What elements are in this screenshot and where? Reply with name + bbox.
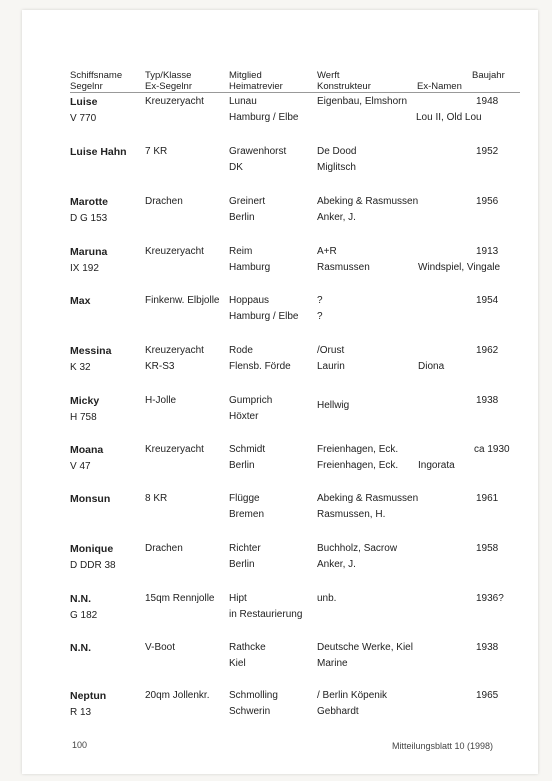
cell-revier: Höxter — [229, 411, 259, 422]
cell-typ — [145, 295, 219, 311]
header-werft: Werft Konstrukteur — [317, 70, 371, 92]
header-schiffsname: Schiffsname Segelnr — [70, 70, 123, 92]
cell-schiffsname — [70, 690, 106, 718]
cell-werft — [317, 690, 387, 717]
cell-mitglied: Rathcke — [229, 642, 266, 653]
cell-baujahr: 1961 — [476, 493, 499, 504]
cell-konstrukteur: Rasmussen — [317, 262, 370, 273]
cell-baujahr: 1956 — [476, 196, 499, 207]
cell-name: Monique — [70, 543, 114, 555]
cell-mitglied — [229, 593, 302, 620]
cell-mitglied — [229, 690, 278, 717]
cell-name: N.N. — [70, 642, 91, 654]
cell-werft: Abeking & Rasmussen — [317, 196, 419, 207]
cell-mitglied: Lunau — [229, 96, 257, 107]
cell-revier: DK — [229, 162, 243, 173]
cell-mitglied: Schmidt — [229, 444, 266, 455]
cell-werft — [317, 96, 407, 112]
cell-mitglied: Richter — [229, 543, 261, 554]
cell-typ: 7 KR — [145, 146, 168, 157]
cell-name: Luise Hahn — [70, 146, 127, 158]
cell-schiffsname — [70, 444, 103, 472]
cell-name: Neptun — [70, 690, 107, 702]
cell-name: Marotte — [70, 196, 108, 208]
cell-konstrukteur: Hellwig — [317, 400, 350, 411]
cell-schiffsname — [70, 146, 127, 163]
cell-exnamen: Ingorata — [418, 460, 455, 471]
cell-baujahr: 1962 — [476, 345, 499, 356]
cell-revier: Kiel — [229, 658, 246, 669]
cell-schiffsname — [70, 96, 97, 124]
cell-revier: Berlin — [229, 559, 255, 570]
cell-werft: Abeking & Rasmussen — [317, 493, 419, 504]
cell-typ — [145, 96, 204, 112]
cell-revier: Hamburg — [229, 262, 271, 273]
cell-schiffsname — [70, 196, 108, 224]
cell-mitglied: Grawenhorst — [229, 146, 287, 157]
cell-typ: V-Boot — [145, 642, 176, 653]
cell-exnamen: Lou II, Old Lou — [416, 112, 482, 123]
cell-revier: Hamburg / Elbe — [229, 112, 299, 123]
cell-segelnr: R 13 — [70, 707, 92, 718]
cell-revier: Bremen — [229, 509, 265, 520]
cell-revier: in Restaurierung — [229, 609, 303, 620]
cell-mitglied — [229, 543, 261, 570]
cell-konstrukteur: Miglitsch — [317, 162, 356, 173]
cell-typ — [145, 642, 175, 658]
cell-name: Max — [70, 295, 91, 307]
cell-typ: Kreuzeryacht — [145, 345, 204, 356]
cell-typ: Kreuzeryacht — [145, 444, 204, 455]
cell-schiffsname — [70, 543, 116, 571]
cell-mitglied: Gumprich — [229, 395, 273, 406]
cell-konstrukteur: Marine — [317, 658, 348, 669]
cell-werft: Buchholz, Sacrow — [317, 543, 398, 554]
cell-schiffsname — [70, 593, 97, 621]
cell-revier: Hamburg / Elbe — [229, 311, 299, 322]
cell-typ — [145, 395, 176, 411]
cell-segelnr: H 758 — [70, 412, 97, 423]
cell-name: Messina — [70, 345, 112, 357]
cell-revier: Flensb. Förde — [229, 361, 291, 372]
cell-werft — [317, 593, 336, 609]
cell-werft — [317, 642, 413, 669]
cell-name: Maruna — [70, 246, 108, 258]
cell-mitglied — [229, 395, 272, 422]
cell-werft — [317, 444, 398, 471]
cell-typ: 8 KR — [145, 493, 168, 504]
cell-werft: /Orust — [317, 345, 345, 356]
cell-mitglied: Greinert — [229, 196, 266, 207]
cell-konstrukteur: Freienhagen, Eck. — [317, 460, 399, 471]
cell-werft — [317, 196, 418, 223]
cell-name: Monsun — [70, 493, 111, 505]
cell-schiffsname — [70, 395, 99, 423]
cell-werft — [317, 543, 397, 570]
cell-typ — [145, 493, 167, 509]
cell-mitglied — [229, 146, 286, 173]
cell-revier: Berlin — [229, 212, 255, 223]
cell-typ: H-Jolle — [145, 395, 177, 406]
cell-baujahr: 1913 — [476, 246, 499, 257]
cell-typ: 15qm Rennjolle — [145, 593, 215, 604]
cell-typ — [145, 246, 204, 262]
cell-mitglied: Reim — [229, 246, 253, 257]
cell-segelnr: D DDR 38 — [70, 560, 116, 571]
publication-label: Mitteilungsblatt 10 (1998) — [392, 741, 494, 751]
cell-mitglied: Schmolling — [229, 690, 278, 701]
cell-typ: Kreuzeryacht — [145, 96, 204, 107]
cell-typ — [145, 196, 183, 212]
cell-werft: Eigenbau, Elmshorn — [317, 96, 408, 107]
cell-name: Luise — [70, 96, 98, 108]
cell-typ: Drachen — [145, 543, 183, 554]
cell-werft: A+R — [317, 246, 337, 257]
cell-baujahr: 1952 — [476, 146, 499, 157]
cell-mitglied — [229, 444, 265, 471]
cell-baujahr: 1938 — [476, 395, 499, 406]
header-mitglied: Mitglied Heimatrevier — [229, 70, 283, 92]
cell-name: Moana — [70, 444, 104, 456]
cell-mitglied — [229, 96, 298, 123]
header-baujahr: Baujahr — [472, 70, 505, 81]
cell-werft: De Dood — [317, 146, 357, 157]
header-typ: Typ/Klasse Ex-Segelnr — [145, 70, 192, 92]
cell-mitglied: Hipt — [229, 593, 247, 604]
cell-konstrukteur: Anker, J. — [317, 212, 356, 223]
cell-segelnr: V 770 — [70, 113, 97, 124]
cell-mitglied — [229, 196, 265, 223]
cell-mitglied — [229, 345, 291, 372]
cell-baujahr: 1958 — [476, 543, 499, 554]
cell-schiffsname — [70, 345, 111, 373]
cell-baujahr: ca 1930 — [474, 444, 510, 455]
cell-exseg: KR-S3 — [145, 361, 175, 372]
cell-werft: Freienhagen, Eck. — [317, 444, 399, 455]
cell-mitglied: Rode — [229, 345, 253, 356]
cell-segelnr: K 32 — [70, 362, 91, 373]
cell-typ — [145, 690, 209, 706]
cell-konstrukteur: Rasmussen, H. — [317, 509, 386, 520]
cell-baujahr: 1936? — [476, 593, 504, 604]
header-exnamen: Ex-Namen — [417, 81, 462, 92]
cell-werft: unb. — [317, 593, 337, 604]
cell-werft — [317, 493, 418, 520]
cell-segelnr: IX 192 — [70, 263, 99, 274]
cell-konstrukteur: Laurin — [317, 361, 345, 372]
cell-mitglied — [229, 295, 298, 322]
cell-segelnr: V 47 — [70, 461, 91, 472]
cell-mitglied — [229, 246, 270, 273]
cell-baujahr: 1965 — [476, 690, 499, 701]
cell-typ: Finkenw. Elbjolle — [145, 295, 220, 306]
cell-baujahr: 1954 — [476, 295, 499, 306]
cell-schiffsname — [70, 493, 110, 510]
cell-werft — [317, 246, 370, 273]
cell-schiffsname — [70, 295, 90, 312]
cell-name: Micky — [70, 395, 100, 407]
cell-exnamen: Diona — [418, 361, 445, 372]
cell-name: N.N. — [70, 593, 91, 605]
cell-revier: Berlin — [229, 460, 255, 471]
cell-typ — [145, 146, 167, 162]
cell-werft: Deutsche Werke, Kiel — [317, 642, 413, 653]
cell-revier: Schwerin — [229, 706, 271, 717]
header-divider — [70, 92, 520, 93]
cell-typ — [145, 543, 183, 559]
cell-werft — [317, 146, 356, 173]
cell-exnamen: Windspiel, Vingale — [418, 262, 501, 273]
cell-werft — [317, 345, 345, 372]
cell-typ — [145, 593, 215, 609]
cell-werft — [317, 395, 349, 411]
cell-mitglied: Flügge — [229, 493, 260, 504]
cell-werft: / Berlin Köpenik — [317, 690, 388, 701]
cell-konstrukteur: Anker, J. — [317, 559, 356, 570]
cell-baujahr: 1948 — [476, 96, 499, 107]
cell-typ: Drachen — [145, 196, 183, 207]
cell-konstrukteur: Gebhardt — [317, 706, 359, 717]
cell-typ: Kreuzeryacht — [145, 246, 204, 257]
cell-typ: 20qm Jollenkr. — [145, 690, 210, 701]
cell-schiffsname — [70, 246, 107, 274]
cell-werft — [317, 295, 323, 322]
cell-typ — [145, 444, 204, 460]
cell-mitglied — [229, 642, 266, 669]
cell-segelnr: G 182 — [70, 610, 98, 621]
cell-mitglied — [229, 493, 264, 520]
cell-baujahr: 1938 — [476, 642, 499, 653]
cell-konstrukteur: ? — [317, 311, 323, 322]
cell-schiffsname — [70, 642, 91, 659]
cell-typ — [145, 345, 204, 372]
page-number: 100 — [72, 740, 88, 750]
cell-segelnr: D G 153 — [70, 213, 108, 224]
page-sheet — [22, 10, 538, 774]
cell-mitglied: Hoppaus — [229, 295, 270, 306]
cell-werft: ? — [317, 295, 323, 306]
